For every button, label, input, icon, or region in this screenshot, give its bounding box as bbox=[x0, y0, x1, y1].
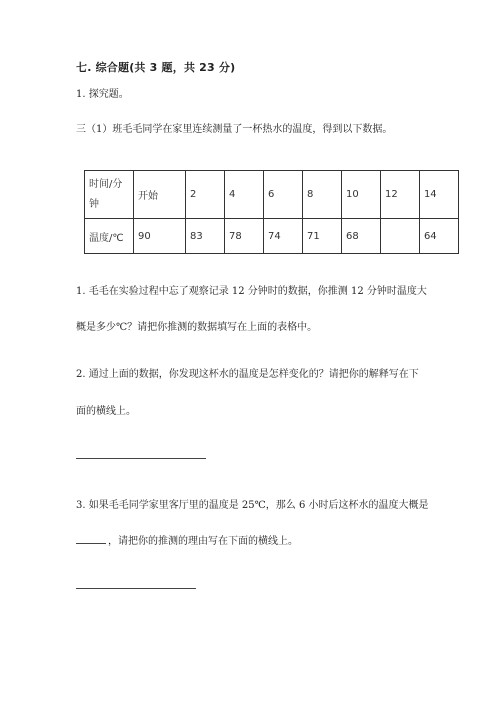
time-cell: 12 bbox=[380, 171, 419, 219]
temperature-cell: 90 bbox=[134, 219, 186, 254]
subquestion-2-line2: 面的横线上。 bbox=[76, 406, 136, 417]
section-heading: 七. 综合题(共 3 题，共 23 分) bbox=[76, 61, 236, 74]
temperature-cell: 83 bbox=[186, 219, 225, 254]
time-cell: 6 bbox=[264, 171, 303, 219]
subquestion-1-line1: 1. 毛毛在实验过程中忘了观察记录 12 分钟时的数据，你推测 12 分钟时温度大 bbox=[76, 286, 427, 297]
answer-line-2[interactable] bbox=[76, 458, 206, 459]
subquestion-1-line2: 概是多少℃？请把你推测的数据填写在上面的表格中。 bbox=[76, 322, 318, 333]
question-number: 1. 探究题。 bbox=[76, 89, 129, 100]
temperature-cell: 71 bbox=[302, 219, 341, 254]
time-cell: 2 bbox=[186, 171, 225, 219]
time-cell: 开始 bbox=[134, 171, 186, 219]
subquestion-2-line1: 2. 通过上面的数据，你发现这杯水的温度是怎样变化的？请把你的解释写在下 bbox=[76, 369, 419, 380]
temperature-row bbox=[85, 219, 459, 254]
temperature-header-cell: 温度/℃ bbox=[85, 219, 134, 254]
temperature-cell: 68 bbox=[341, 219, 380, 254]
temperature-blank-cell[interactable] bbox=[380, 219, 419, 254]
time-cell: 8 bbox=[302, 171, 341, 219]
time-row bbox=[85, 171, 459, 219]
subquestion-3-line2-wrap bbox=[76, 532, 298, 547]
time-cell: 14 bbox=[419, 171, 458, 219]
time-header-cell: 时间/分钟 bbox=[85, 171, 134, 219]
temperature-cell: 64 bbox=[419, 219, 458, 254]
answer-blank-3[interactable] bbox=[76, 534, 106, 544]
question-intro: 三（1）班毛毛同学在家里连续测量了一杯热水的温度，得到以下数据。 bbox=[76, 124, 393, 135]
time-cell: 4 bbox=[225, 171, 264, 219]
answer-line-3[interactable] bbox=[76, 588, 196, 589]
temperature-table bbox=[84, 170, 459, 254]
temperature-cell: 74 bbox=[264, 219, 303, 254]
time-cell: 10 bbox=[341, 171, 380, 219]
subquestion-3-line2: ，请把你的推测的理由写在下面的横线上。 bbox=[108, 536, 298, 547]
temperature-cell: 78 bbox=[225, 219, 264, 254]
subquestion-3-line1: 3. 如果毛毛同学家里客厅里的温度是 25℃，那么 6 小时后这杯水的温度大概是 bbox=[76, 500, 429, 511]
